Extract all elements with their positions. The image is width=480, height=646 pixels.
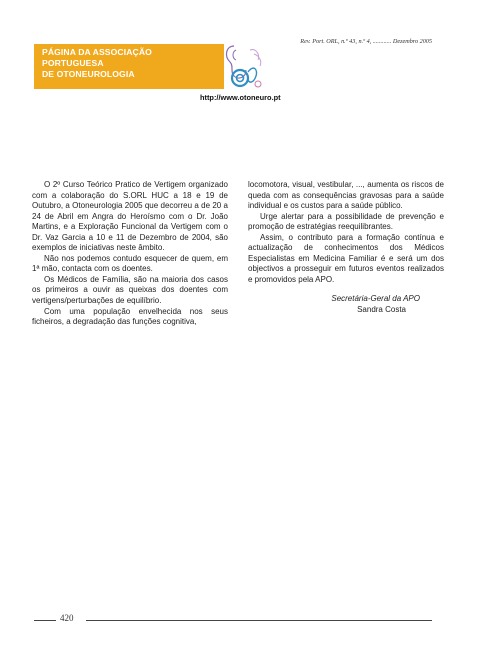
article-column-right (248, 180, 444, 316)
banner-line-3: DE OTONEUROLOGIA (42, 69, 135, 79)
journal-reference: Rev. Port. ORL, n.º 43, n.º 4, ............ Dezembro 2005 (300, 38, 432, 45)
footer-rule-left (34, 620, 56, 621)
banner-line-1: PÁGINA DA ASSOCIAÇÃO (42, 47, 152, 57)
association-banner (34, 44, 224, 89)
signature-role: Secretária-Geral da APO (331, 294, 420, 304)
signature-block (248, 294, 444, 315)
banner-line-2: PORTUGUESA (42, 58, 104, 68)
signature-name: Sandra Costa (357, 305, 406, 315)
footer-rule-right (86, 620, 432, 621)
paragraph: Os Médicos de Família, são na maioria dos casos os primeiros a ouvir as queixas dos doentes com vertigens/perturbações de equilíbrio. (32, 274, 228, 306)
paragraph: Assim, o contributo para a formação contínua e actualização de conhecimentos dos Médicos Especialistas em Medicina Familiar é e será um dos objectivos a prosseguir em futuros eventos realizados e promovidos pela APO. (248, 232, 444, 284)
paragraph-continuation: locomotora, visual, vestibular, ..., aumenta os riscos de queda com as consequências gravosas para a saúde individual e os custos para a saúde público. (248, 180, 444, 211)
paragraph: O 2º Curso Teórico Pratico de Vertigem organizado com a colaboração do S.ORL HUC a 18 e 19 de Outubro, a Otoneurologia 2005 que decorreu a de 20 a 24 de Abril em Angra do Heroísmo com o Dr. João Martins, e a Exploração Funcional da Vertigem com o Dr. Vaz Garcia a 10 e 11 de Dezembro de 2004, são exemplos de iniciativas neste âmbito. (32, 180, 228, 253)
paragraph: Urge alertar para a possibilidade de prevenção e promoção de estratégias reequilibrantes. (248, 211, 444, 232)
article-column-left (32, 180, 228, 328)
paragraph: Não nos podemos contudo esquecer de quem, em 1ª mão, contacta com os doentes. (32, 253, 228, 274)
website-url[interactable]: http://www.otoneuro.pt (200, 93, 281, 102)
ear-labyrinth-logo-icon (220, 40, 268, 92)
paragraph: Com uma população envelhecida nos seus ficheiros, a degradação das funções cognitiva, (32, 306, 228, 327)
page-number: 420 (60, 613, 74, 623)
